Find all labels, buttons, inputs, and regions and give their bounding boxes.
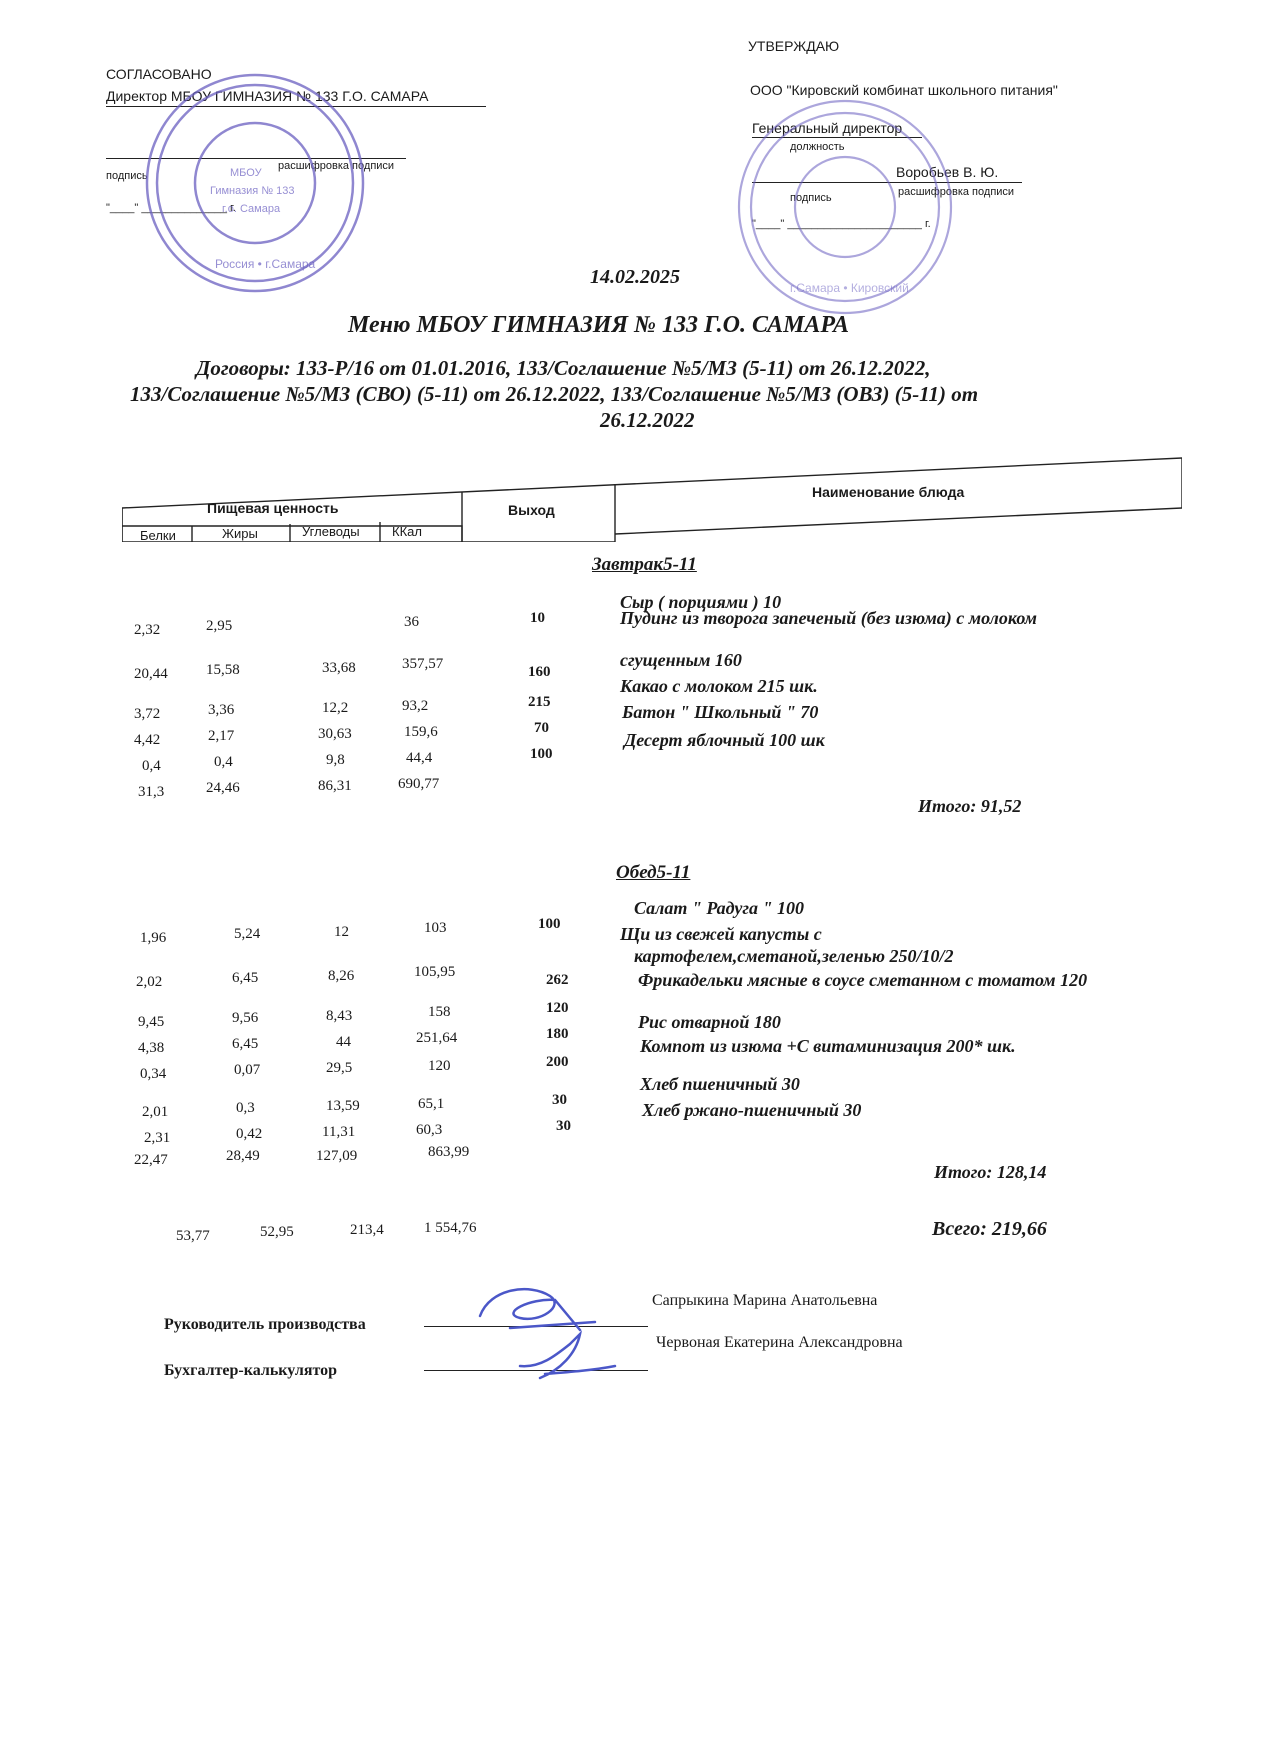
- dish-name-cont: картофелем,сметаной,зеленью 250/10/2: [634, 946, 954, 966]
- svg-text:г.о. Самара: г.о. Самара: [222, 203, 281, 215]
- dish-name: Какао с молоком 215 шк.: [620, 676, 818, 696]
- fats: 0,3: [236, 1100, 255, 1116]
- sum-carbs: 86,31: [318, 778, 352, 794]
- proteins: 0,4: [142, 758, 161, 774]
- carbs: 30,63: [318, 726, 352, 742]
- yield: 120: [546, 1000, 569, 1016]
- proteins: 2,31: [144, 1130, 171, 1146]
- sum-proteins: 22,47: [134, 1152, 168, 1168]
- org-name: ООО "Кировский комбинат школьного питания": [750, 82, 1058, 98]
- fats: 2,17: [208, 728, 235, 744]
- kcal: 60,3: [416, 1122, 443, 1138]
- kcal: 159,6: [404, 724, 438, 740]
- dish-name: Салат " Радуга " 100: [634, 898, 804, 918]
- head-of-production-label: Руководитель производства: [164, 1316, 366, 1333]
- proteins: 1,96: [140, 930, 167, 946]
- header-nutrition: Пищевая ценность: [207, 500, 339, 516]
- dish-name-cont: сгущенным 160: [620, 650, 742, 670]
- decode-label: расшифровка подписи: [898, 186, 1015, 198]
- position: Генеральный директор: [752, 120, 903, 136]
- dish-name: Фрикадельки мясные в соусе сметанном с томатом 120: [638, 970, 1088, 990]
- proteins: 2,01: [142, 1104, 169, 1120]
- proteins: 2,02: [136, 974, 163, 990]
- kcal: 158: [428, 1004, 451, 1020]
- yield: 180: [546, 1026, 569, 1042]
- header-carbs: Углеводы: [302, 524, 360, 539]
- fats: 15,58: [206, 662, 240, 678]
- carbs: 29,5: [326, 1060, 353, 1076]
- kcal: 36: [404, 614, 419, 630]
- fats: 6,45: [232, 970, 259, 986]
- contracts-line-3: 26.12.2022: [600, 408, 695, 432]
- fats: 5,24: [234, 926, 261, 942]
- sum-fats: 24,46: [206, 780, 240, 796]
- proteins: 4,42: [134, 732, 161, 748]
- yield: 215: [528, 694, 551, 710]
- proteins: 0,34: [140, 1066, 167, 1082]
- sum-carbs: 127,09: [316, 1148, 358, 1164]
- svg-text:МБОУ: МБОУ: [230, 167, 262, 179]
- table-header-grid: [122, 456, 1182, 542]
- menu-date: 14.02.2025: [590, 266, 680, 288]
- yield: 200: [546, 1054, 569, 1070]
- kcal: 357,57: [402, 656, 444, 672]
- breakfast-total: [918, 796, 1021, 817]
- sum-kcal: 863,99: [428, 1144, 470, 1160]
- proteins: 9,45: [138, 1014, 165, 1030]
- stamp-seal-left: [140, 68, 370, 298]
- director-name: Воробьев В. Ю.: [896, 164, 999, 180]
- dish-name: Хлеб пшеничный 30: [640, 1074, 800, 1094]
- total-label: Итого:: [934, 1162, 993, 1182]
- stamp-seal-right: [730, 92, 960, 322]
- yield: 70: [534, 720, 549, 736]
- carbs: 12,2: [322, 700, 349, 716]
- kcal: 44,4: [406, 750, 433, 766]
- dish-name: Компот из изюма +С витаминизация 200* шк.: [640, 1036, 1016, 1056]
- dish-name: Рис отварной 180: [638, 1012, 781, 1032]
- lunch-total: [934, 1162, 1046, 1183]
- approve-label: УТВЕРЖДАЮ: [748, 38, 840, 54]
- position-label: должность: [790, 141, 845, 153]
- yield: 30: [552, 1092, 567, 1108]
- dish-name: Пудинг из творога запеченый (без изюма) с молоком: [620, 608, 1037, 628]
- kcal: 251,64: [416, 1030, 458, 1046]
- accountant-name: Червоная Екатерина Александровна: [656, 1334, 903, 1351]
- fats: 9,56: [232, 1010, 259, 1026]
- contracts-line-2: 133/Соглашение №5/МЗ (СВО) (5-11) от 26.12.2022, 133/Соглашение №5/МЗ (ОВЗ) (5-11) от: [130, 382, 979, 406]
- table-header: [122, 456, 1182, 542]
- fats: 3,36: [208, 702, 235, 718]
- yield: 10: [530, 610, 545, 626]
- svg-text:г.Самара • Кировский: г.Самара • Кировский: [790, 281, 909, 295]
- grand-total-label: Всего:: [932, 1218, 987, 1240]
- header-fats: Жиры: [222, 526, 258, 541]
- header-kcal: ККал: [392, 524, 422, 539]
- yield: 30: [556, 1118, 571, 1134]
- grand-kcal: 1 554,76: [424, 1220, 477, 1236]
- director-line: Директор МБОУ ГИМНАЗИЯ № 133 Г.О. САМАРА: [106, 88, 429, 104]
- section-breakfast-title: Завтрак5-11: [592, 554, 697, 575]
- carbs: 33,68: [322, 660, 356, 676]
- total-value: 128,14: [996, 1162, 1047, 1182]
- kcal: 120: [428, 1058, 451, 1074]
- fats: 0,42: [236, 1126, 263, 1142]
- fats: 0,07: [234, 1062, 261, 1078]
- head-of-production-name: Сапрыкина Марина Анатольевна: [652, 1292, 878, 1309]
- date-blank: "____" ______________ г.: [106, 202, 236, 214]
- proteins: 3,72: [134, 706, 161, 722]
- carbs: 9,8: [326, 752, 345, 768]
- carbs: 12: [334, 924, 349, 940]
- kcal: 103: [424, 920, 447, 936]
- proteins: 4,38: [138, 1040, 165, 1056]
- yield: 262: [546, 972, 569, 988]
- proteins: 2,32: [134, 622, 161, 638]
- grand-carbs: 213,4: [350, 1222, 384, 1238]
- carbs: 44: [336, 1034, 351, 1050]
- svg-text:Гимназия № 133: Гимназия № 133: [210, 185, 295, 197]
- total-label: Итого:: [918, 796, 977, 816]
- kcal: 65,1: [418, 1096, 445, 1112]
- header-dish: Наименование блюда: [812, 484, 965, 500]
- yield: 100: [538, 916, 561, 932]
- carbs: 8,26: [328, 968, 355, 984]
- contracts-line-1: Договоры: 133-Р/16 от 01.01.2016, 133/Соглашение №5/МЗ (5-11) от 26.12.2022,: [196, 356, 931, 380]
- grand-proteins: 53,77: [176, 1228, 210, 1244]
- fats: 6,45: [232, 1036, 259, 1052]
- dish-name: Десерт яблочный 100 шк: [624, 730, 825, 750]
- page-title: Меню МБОУ ГИМНАЗИЯ № 133 Г.О. САМАРА: [348, 312, 849, 338]
- sum-kcal: 690,77: [398, 776, 440, 792]
- sum-fats: 28,49: [226, 1148, 260, 1164]
- yield: 160: [528, 664, 551, 680]
- kcal: 93,2: [402, 698, 429, 714]
- proteins: 20,44: [134, 666, 168, 682]
- section-lunch-title: Обед5-11: [616, 862, 691, 883]
- dish-name: Хлеб ржано-пшеничный 30: [642, 1100, 862, 1120]
- sign-label: подпись: [790, 192, 832, 204]
- dish-name: Щи из свежей капусты с: [620, 924, 822, 944]
- dish-name: Сыр ( порциями ) 10: [620, 592, 782, 612]
- carbs: 8,43: [326, 1008, 353, 1024]
- accountant-label: Бухгалтер-калькулятор: [164, 1362, 338, 1379]
- agreed-label: СОГЛАСОВАНО: [106, 66, 212, 82]
- header-yield: Выход: [508, 502, 555, 518]
- sign-label: подпись: [106, 170, 148, 182]
- svg-text:Россия • г.Самара: Россия • г.Самара: [215, 257, 316, 271]
- yield: 100: [530, 746, 553, 762]
- grand-total-value: 219,66: [991, 1218, 1047, 1240]
- handwritten-signature-accountant: [510, 1326, 630, 1386]
- kcal: 105,95: [414, 964, 456, 980]
- grand-total: [932, 1218, 1047, 1241]
- decode-label: расшифровка подписи: [278, 160, 395, 172]
- grand-fats: 52,95: [260, 1224, 294, 1240]
- fats: 0,4: [214, 754, 233, 770]
- header-proteins: Белки: [140, 528, 176, 543]
- carbs: 13,59: [326, 1098, 360, 1114]
- total-value: 91,52: [980, 796, 1022, 816]
- date-blank: "____" ______________________ г.: [752, 218, 931, 230]
- sum-proteins: 31,3: [138, 784, 165, 800]
- dish-name: Батон " Школьный " 70: [622, 702, 819, 722]
- fats: 2,95: [206, 618, 233, 634]
- carbs: 11,31: [322, 1124, 356, 1140]
